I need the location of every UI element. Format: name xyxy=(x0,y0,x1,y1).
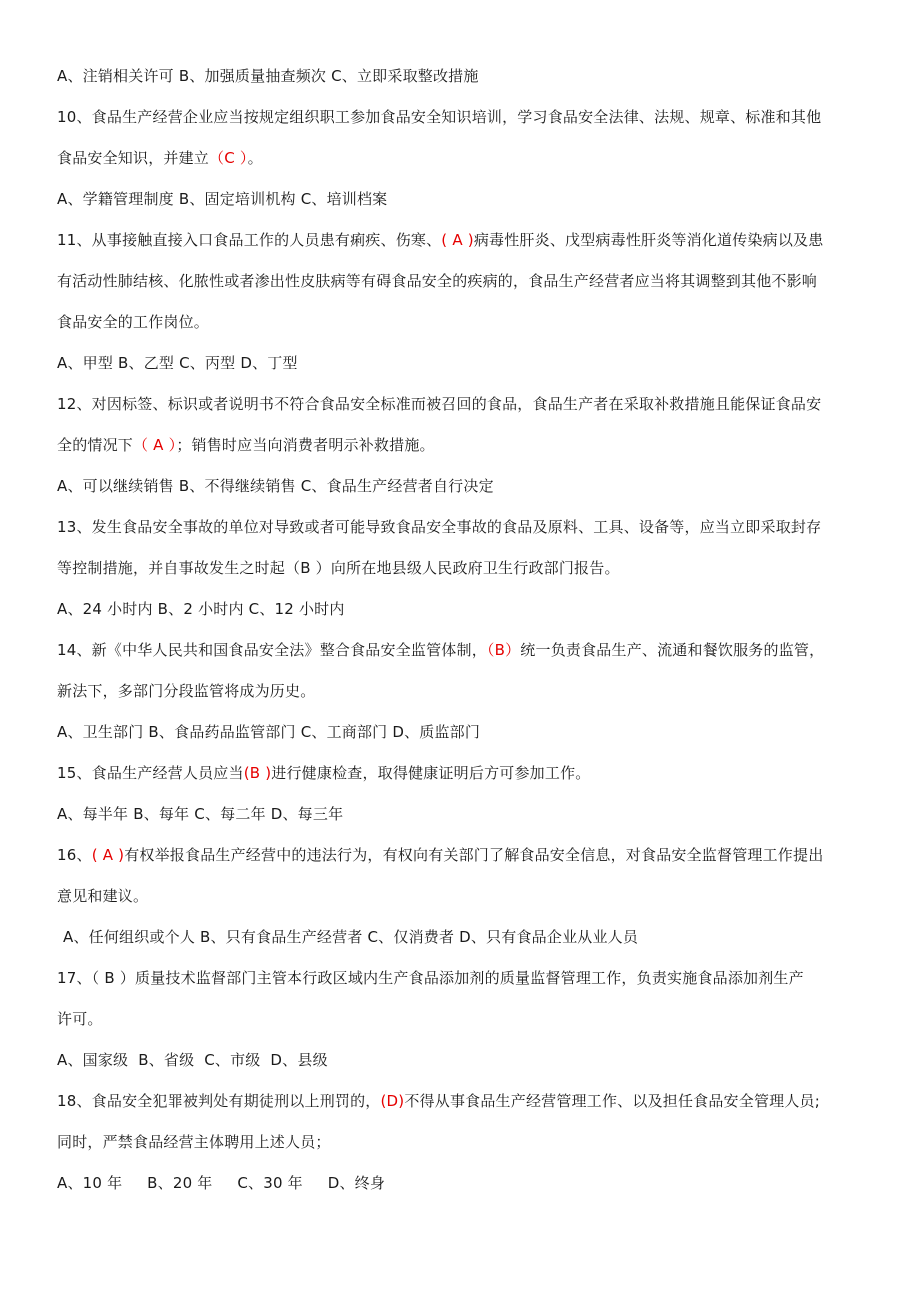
answer-mark: ( A ) xyxy=(441,231,474,249)
answer-mark: （B） xyxy=(486,641,521,659)
question-15-text: 15、食品生产经营人员应当(B )进行健康检查，取得健康证明后方可参加工作。 xyxy=(57,764,591,782)
option-line: A、卫生部门 B、食品药品监管部门 C、工商部门 D、质监部门 xyxy=(57,723,481,741)
question-10-text: 10、食品生产经营企业应当按规定组织职工参加食品安全知识培训，学习食品安全法律、法规、规章、标准和其他 xyxy=(57,108,822,126)
option-line: A、可以继续销售 B、不得继续销售 C、食品生产经营者自行决定 xyxy=(57,477,494,495)
option-line: A、10 年 B、20 年 C、30 年 D、终身 xyxy=(57,1174,386,1192)
question-17-text: 许可。 xyxy=(57,1010,103,1028)
option-line: A、24 小时内 B、2 小时内 C、12 小时内 xyxy=(57,600,345,618)
question-16-text: 意见和建议。 xyxy=(57,887,149,905)
question-14-text: 新法下，多部门分段监管将成为历史。 xyxy=(57,682,316,700)
question-11-text: 有活动性肺结核、化脓性或者渗出性皮肤病等有碍食品安全的疾病的，食品生产经营者应当将其调整到其他不影响 xyxy=(57,272,818,290)
option-line: A、任何组织或个人 B、只有食品生产经营者 C、仅消费者 D、只有食品企业从业人员 xyxy=(63,928,639,946)
question-13-text: 等控制措施，并自事故发生之时起（B ）向所在地县级人民政府卫生行政部门报告。 xyxy=(57,559,620,577)
question-13-text: 13、发生食品安全事故的单位对导致或者可能导致食品安全事故的食品及原料、工具、设备等，应当立即采取封存 xyxy=(57,518,822,536)
question-18-text: 18、食品安全犯罪被判处有期徒刑以上刑罚的，(D)不得从事食品生产经营管理工作、以及担任食品安全管理人员; xyxy=(57,1092,821,1110)
option-line: A、国家级 B、省级 C、市级 D、县级 xyxy=(57,1051,328,1069)
option-line: A、学籍管理制度 B、固定培训机构 C、培训档案 xyxy=(57,190,388,208)
answer-mark: ( A ) xyxy=(91,846,125,864)
option-line: A、甲型 B、乙型 C、丙型 D、丁型 xyxy=(57,354,298,372)
question-16-text: 16、( A )有权举报食品生产经营中的违法行为，有权向有关部门了解食品安全信息，对食品安全监督管理工作提出 xyxy=(57,846,824,864)
question-18-text: 同时，严禁食品经营主体聘用上述人员； xyxy=(57,1133,331,1151)
question-10-text: 食品安全知识，并建立（C ）。 xyxy=(57,149,263,167)
answer-mark: (D) xyxy=(380,1092,405,1110)
question-14-text: 14、新《中华人民共和国食品安全法》整合食品安全监管体制，（B）统一负责食品生产、流通和餐饮服务的监管， xyxy=(57,641,825,659)
question-12-text: 12、对因标签、标识或者说明书不符合食品安全标准而被召回的食品，食品生产者在采取补救措施且能保证食品安 xyxy=(57,395,822,413)
question-12-text: 全的情况下（ A ）；销售时应当向消费者明示补救措施。 xyxy=(57,436,435,454)
question-11-text: 11、从事接触直接入口食品工作的人员患有痢疾、伤寒、( A )病毒性肝炎、戊型病毒性肝炎等消化道传染病以及患 xyxy=(57,231,824,249)
option-line: A、每半年 B、每年 C、每二年 D、每三年 xyxy=(57,805,344,823)
answer-mark: (B ) xyxy=(243,764,272,782)
question-17-text: 17、（ B ）质量技术监督部门主管本行政区域内生产食品添加剂的质量监督管理工作，负责实施食品添加剂生产 xyxy=(57,969,804,987)
answer-mark: （ A ） xyxy=(133,436,177,454)
answer-mark: （C ） xyxy=(209,149,248,167)
question-11-text: 食品安全的工作岗位。 xyxy=(57,313,210,331)
option-line: A、注销相关许可 B、加强质量抽查频次 C、立即采取整改措施 xyxy=(57,67,479,85)
